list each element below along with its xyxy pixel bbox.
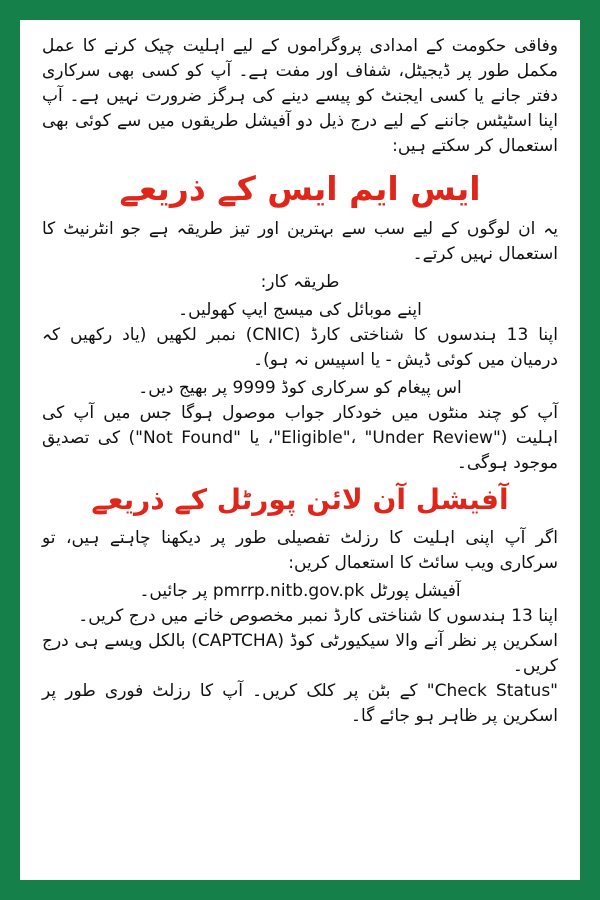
- sms-method-label: طریقہ کار:: [260, 272, 340, 292]
- info-card: [20, 20, 580, 880]
- portal-step-1: آفیشل پورٹل pmrrp.nitb.gov.pk پر جائیں۔: [139, 581, 461, 601]
- sms-step-2: اپنا 13 ہندسوں کا شناختی کارڈ (CNIC) نمبر لکھیں (یاد رکھیں کہ درمیان میں کوئی ڈیش - یا اسپیس نہ ہو)۔: [42, 325, 559, 370]
- sms-step-1: اپنے موبائل کی میسج ایپ کھولیں۔: [178, 300, 422, 320]
- intro-paragraph: وفاقی حکومت کے امدادی پروگراموں کے لیے اہلیت چیک کرنے کا عمل مکمل طور پر ڈیجیٹل، شفاف اور مفت ہے۔ آپ کو کسی بھی سرکاری دفتر جانے یا کسی ایجنٹ کو پیسے دینے کی ہرگز ضرورت نہیں ہے۔ آپ اپنا اسٹیٹس جاننے کے لیے درج ذیل دو آفیشل طریقوں میں سے کوئی بھی استعمال کر سکتے ہیں:: [42, 36, 558, 156]
- portal-heading: آفیشل آن لائن پورٹل کے ذریعے: [91, 483, 509, 516]
- sms-heading: ایس ایم ایس کے ذریعے: [119, 169, 481, 208]
- sms-step-3: اس پیغام کو سرکاری کوڈ 9999 پر بھیج دیں۔: [138, 378, 462, 398]
- portal-step-2: اپنا 13 ہندسوں کا شناختی کارڈ نمبر مخصوص خانے میں درج کریں۔: [78, 606, 558, 626]
- portal-step-3: اسکرین پر نظر آنے والا سیکیورٹی کوڈ (CAPTCHA) بالکل ویسے ہی درج کریں۔: [42, 631, 558, 676]
- portal-intro: اگر آپ اپنی اہلیت کا رزلٹ تفصیلی طور پر دیکھنا چاہتے ہیں، تو سرکاری ویب سائٹ کا استعمال کریں:: [42, 528, 558, 573]
- sms-intro: یہ ان لوگوں کے لیے سب سے بہترین اور تیز طریقہ ہے جو انٹرنیٹ کا استعمال نہیں کرتے۔: [42, 219, 558, 264]
- portal-step-4: "Check Status" کے بٹن پر کلک کریں۔ آپ کا رزلٹ فوری طور پر اسکرین پر ظاہر ہو جائے گا۔: [42, 681, 558, 726]
- sms-step-4: آپ کو چند منٹوں میں خودکار جواب موصول ہوگا جس میں آپ کی اہلیت ("Eligible"، "Under Review"، یا "Not Found") کی تصدیق موجود ہوگی۔: [42, 403, 558, 473]
